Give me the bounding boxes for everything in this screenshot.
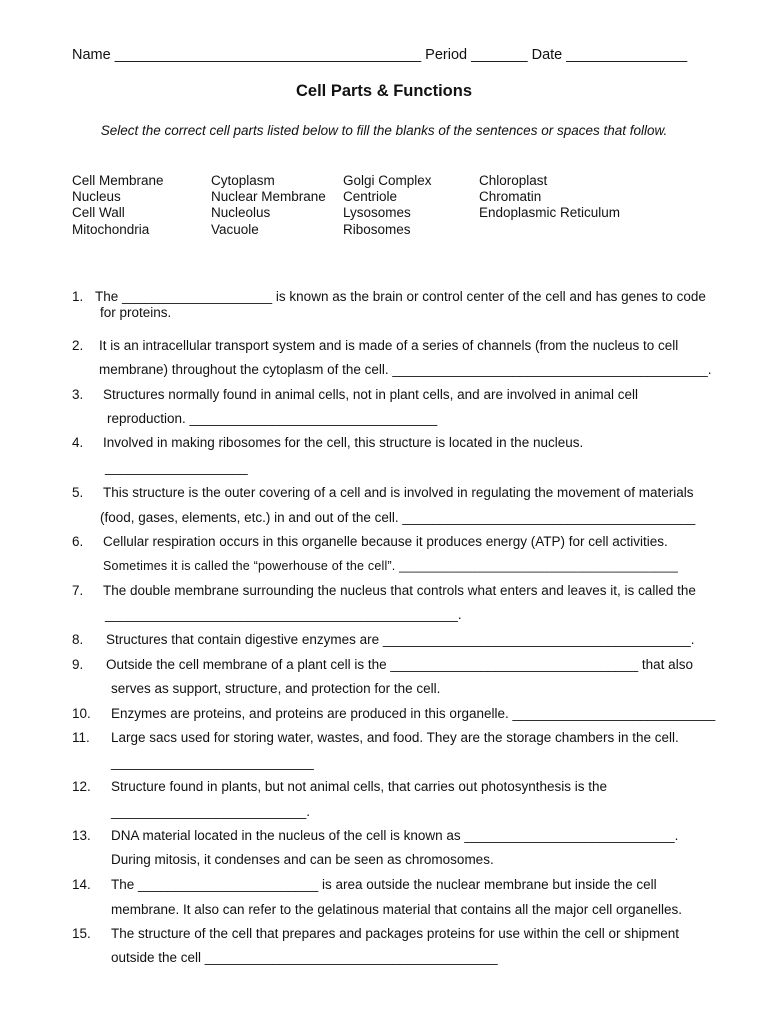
question-text: __________________________. <box>111 804 310 819</box>
word-bank-term: Cell Wall <box>72 205 125 221</box>
worksheet-title: Cell Parts & Functions <box>295 82 473 100</box>
question-text: _______________________________________________. <box>105 607 462 622</box>
question-number: 7. <box>72 583 84 598</box>
instructions: Select the correct cell parts listed below to fill the blanks of the sentences or spaces that follow. <box>100 123 668 138</box>
question-number: 6. <box>72 534 84 549</box>
question-text: outside the cell _______________________________________ <box>111 950 498 965</box>
question-text: DNA material located in the nucleus of the cell is known as ____________________________. <box>111 828 679 843</box>
word-bank-term: Chromatin <box>479 189 542 205</box>
question-text: The ____________________ is known as the brain or control center of the cell and has genes to code <box>95 289 706 304</box>
question-text: ___________________________ <box>111 755 314 770</box>
question-text: reproduction. _________________________________ <box>107 411 438 426</box>
word-bank-term: Cytoplasm <box>211 173 275 188</box>
question-text: Sometimes it is called the “powerhouse of the cell”. _______________________________________ <box>103 559 679 573</box>
question-text: serves as support, structure, and protection for the cell. <box>111 681 441 696</box>
word-bank-term: Nucleolus <box>211 205 271 221</box>
question-number: 13. <box>72 828 91 843</box>
question-number: 12. <box>72 779 91 794</box>
word-bank-term: Nuclear Membrane <box>211 189 326 205</box>
word-bank-column-1 <box>72 173 164 238</box>
question-text: Involved in making ribosomes for the cell, this structure is located in the nucleus. <box>103 435 584 450</box>
question-number: 15. <box>72 926 91 941</box>
question-text: This structure is the outer covering of a cell and is involved in regulating the movement of materials <box>103 485 694 500</box>
word-bank-term: Lysosomes <box>343 205 411 221</box>
question-text: Structure found in plants, but not animal cells, that carries out photosynthesis is the <box>111 779 608 794</box>
word-bank-term: Cell Membrane <box>72 173 164 188</box>
question-text: membrane) throughout the cytoplasm of the cell. __________________________________________. <box>99 362 712 377</box>
question-text: Large sacs used for storing water, wastes, and food. They are the storage chambers in the cell. <box>111 730 679 745</box>
question-text: Cellular respiration occurs in this organelle because it produces energy (ATP) for cell activities. <box>103 534 668 549</box>
question-text: (food, gases, elements, etc.) in and out of the cell. _______________________________________ <box>100 510 696 525</box>
word-bank-column-3 <box>343 173 432 238</box>
word-bank-term: Endoplasmic Reticulum <box>479 205 621 221</box>
question-text: The structure of the cell that prepares and packages proteins for use within the cell or shipment <box>111 926 680 941</box>
question-number: 10. <box>72 706 91 721</box>
word-bank-column-4 <box>479 173 620 222</box>
word-bank-term: Mitochondria <box>72 221 150 237</box>
question-text: It is an intracellular transport system and is made of a series of channels (from the nucleus to cell <box>99 338 679 353</box>
word-bank-term: Chloroplast <box>479 173 548 188</box>
question-text: The ________________________ is area outside the nuclear membrane but inside the cell <box>111 877 657 892</box>
word-bank-term: Ribosomes <box>343 221 411 237</box>
question-text: Outside the cell membrane of a plant cell is the _________________________________ that also <box>106 657 693 672</box>
question-number: 8. <box>72 632 84 647</box>
question-text: During mitosis, it condenses and can be seen as chromosomes. <box>111 852 494 867</box>
question-text: membrane. It also can refer to the gelatinous material that contains all the major cell organelles. <box>111 902 683 917</box>
question-text: Enzymes are proteins, and proteins are produced in this organelle. ___________________________ <box>111 706 716 721</box>
question-number: 14. <box>72 877 91 892</box>
question-number: 4. <box>72 435 84 450</box>
question-text: The double membrane surrounding the nucleus that controls what enters and leaves it, is called the <box>103 583 696 598</box>
question-number: 5. <box>72 485 84 500</box>
question-number: 1. <box>72 289 84 304</box>
name-period-date-line: Name ______________________________________ Period _______ Date _______________ <box>72 47 688 63</box>
question-number: 3. <box>72 387 84 402</box>
word-bank-column-2 <box>211 173 326 238</box>
question-number: 11. <box>72 730 90 745</box>
question-text: ___________________ <box>105 460 248 475</box>
word-bank-term: Nucleus <box>72 189 121 205</box>
question-number: 2. <box>72 338 84 353</box>
question-text: Structures that contain digestive enzymes are _________________________________________. <box>106 632 695 647</box>
word-bank-term: Golgi Complex <box>343 173 432 188</box>
question-text: for proteins. <box>100 305 172 320</box>
question-text: Structures normally found in animal cells, not in plant cells, and are involved in animal cell <box>103 387 639 402</box>
question-number: 9. <box>72 657 84 672</box>
word-bank-term: Centriole <box>343 189 398 205</box>
word-bank-term: Vacuole <box>211 221 259 237</box>
